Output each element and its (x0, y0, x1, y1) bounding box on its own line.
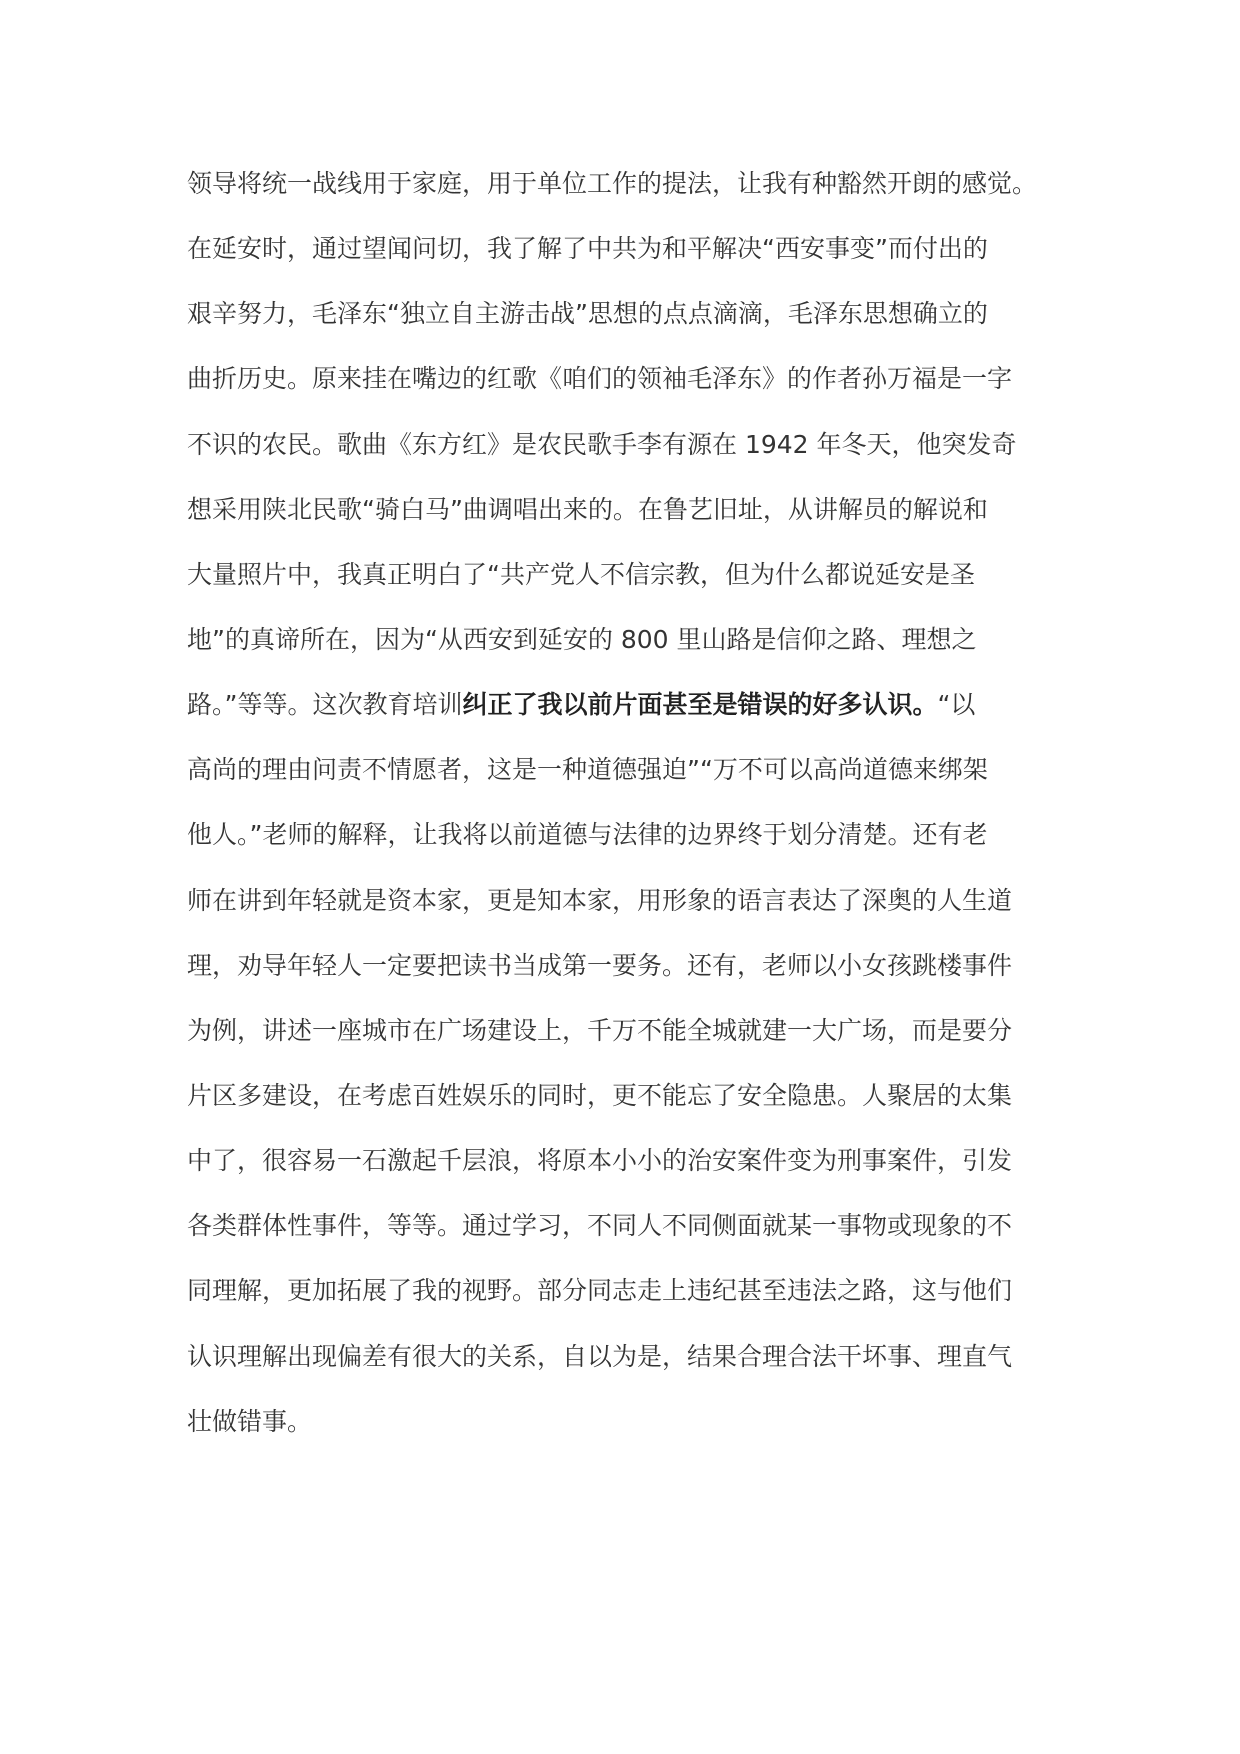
text-line: 片区多建设，在考虑百姓娱乐的同时，更不能忘了安全隐患。人聚居的太集 (187, 1080, 1013, 1110)
text-line: 高尚的理由问责不情愿者，这是一种道德强迫”“万不可以高尚道德来绑架 (187, 755, 988, 785)
text-line: 为例，讲述一座城市在广场建设上，千万不能全城就建一大广场，而是要分 (187, 1015, 1013, 1045)
text-line: 地”的真谛所在，因为“从西安到延安的 800 里山路是信仰之路、理想之 (187, 624, 977, 654)
bold-emphasis: 纠正了我以前片面甚至是错误的好多认识。 (462, 690, 938, 720)
text-line: 师在讲到年轻就是资本家，更是知本家，用形象的语言表达了深奥的人生道 (187, 885, 1013, 915)
text-line-with-emphasis (187, 689, 1087, 754)
text-line: 艰辛努力，毛泽东“独立自主游击战”思想的点点滴滴，毛泽东思想确立的 (187, 299, 988, 329)
text-line: 同理解，更加拓展了我的视野。部分同志走上违纪甚至违法之路，这与他们 (187, 1276, 1013, 1306)
text-line: 领导将统一战线用于家庭，用于单位工作的提法，让我有种豁然开朗的感觉。 (187, 169, 1038, 198)
text-line: 各类群体性事件，等等。通过学习，不同人不同侧面就某一事物或现象的不 (187, 1211, 1013, 1241)
text-line: 曲折历史。原来挂在嘴边的红歌《咱们的领袖毛泽东》的作者孙万福是一字 (187, 364, 1013, 394)
text-line: 不识的农民。歌曲《东方红》是农民歌手李有源在 1942 年冬天，他突发奇 (187, 429, 1017, 459)
text-segment: “以 (937, 690, 976, 720)
text-line: 中了，很容易一石激起千层浪，将原本小小的治安案件变为刑事案件，引发 (187, 1146, 1013, 1176)
text-line: 在延安时，通过望闻问切，我了解了中共为和平解决“西安事变”而付出的 (187, 234, 988, 264)
text-line: 大量照片中，我真正明白了“共产党人不信宗教，但为什么都说延安是圣 (187, 559, 975, 589)
text-line: 壮做错事。 (187, 1406, 313, 1436)
text-line: 他人。”老师的解释，让我将以前道德与法律的边界终于划分清楚。还有老 (187, 820, 988, 850)
text-segment: 路。”等等。这次教育培训 (187, 690, 463, 720)
body-paragraph (187, 168, 1087, 1471)
text-line: 想采用陕北民歌“骑白马”曲调唱出来的。在鲁艺旧址，从讲解员的解说和 (187, 494, 988, 524)
text-line: 理，劝导年轻人一定要把读书当成第一要务。还有，老师以小女孩跳楼事件 (187, 950, 1013, 980)
text-line: 认识理解出现偏差有很大的关系，自以为是，结果合理合法干坏事、理直气 (187, 1341, 1013, 1371)
